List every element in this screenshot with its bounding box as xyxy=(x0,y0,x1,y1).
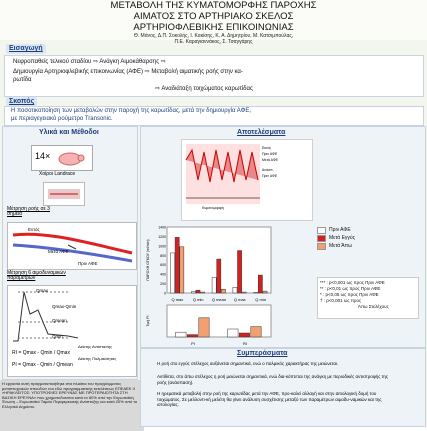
bar-0-1 xyxy=(228,329,238,337)
title-line-3: ΑΡΤΗΡΙΟΦΛΕΒΙΚΗΣ ΕΠΙΚΟΙΝΩΝΙΑΣ xyxy=(0,23,427,33)
ri-name: Δείκτης Αντίστασης xyxy=(78,344,112,349)
bar-0-1 xyxy=(191,292,195,293)
significance-box xyxy=(317,277,419,319)
wave-label-qmaxmin: Qmax-Qmin xyxy=(52,304,76,309)
surgery-figure xyxy=(43,182,85,206)
poster-header xyxy=(0,0,427,40)
sig-line-2: ** : p<0,01 ως προς Πριν ΑΦΕ xyxy=(320,286,380,291)
bar-1-3 xyxy=(237,251,241,293)
pi-formula: PI = Qmax - Qmin / Qmean xyxy=(12,362,73,368)
surgery-icon xyxy=(44,183,84,205)
legend-item-1: Πριν ΑΦΕ xyxy=(329,227,351,233)
intro-item-2-cont: ρωτίδα xyxy=(13,77,32,84)
intro-heading: Εισαγωγή xyxy=(6,44,46,54)
ri-numerator: Qmax - Qmin xyxy=(23,350,53,356)
aim-box xyxy=(4,106,424,126)
trace-label-1: Εκτός xyxy=(262,146,271,150)
methods-heading: Υλικά και Μέθοδοι xyxy=(39,129,99,136)
intro-item-3-tail: Αναδιάταξη τοιχώματος καρωτίδας xyxy=(161,86,253,92)
rabbit-label: Χοίροι Landrace xyxy=(39,171,75,177)
label-prin-afe: Πριν ΑΦΕ xyxy=(78,261,98,266)
aim-line-1: Η ποσοτικοποίηση των μεταβολών στην παροχή της καρωτίδας, μετά την δημιουργία ΑΦΕ, xyxy=(11,108,251,115)
sig-line-4: † : p<0,001 ως προς xyxy=(320,298,361,303)
pi-name: Δείκτης Παλμικότητας xyxy=(78,356,116,361)
measure-title: Μέτρηση ροής σε 3 σημεία xyxy=(7,207,57,217)
bar-1-0 xyxy=(175,237,179,293)
conclusions-panel xyxy=(140,348,426,427)
conclusion-3: Η ηρεματικά μεταβολή στην ροή της καρωτίδας μετά την ΑΦΕ, προ-καλεί αλλαγή και στην αιτιολογική δομή του τοιχώματος. Σε μελλοντι-κή μελέτη θα γίνει ανάλυση συσχέτισης μεταξύ των παραμέτρων αιμοδυ-ναμικών και της ιστολογίας. xyxy=(157,391,397,408)
aim-heading: Σκοπός xyxy=(6,97,37,107)
y-tick-label: 400 xyxy=(160,273,166,277)
trace-label-5: Πριν ΑΦΕ xyxy=(262,174,277,178)
flow-diagram xyxy=(7,222,137,270)
x-tick-label: Q mean xyxy=(212,297,226,302)
bar-0-0 xyxy=(176,332,186,337)
conclusion-1: Η ροή στο εγγύς στέλεχος αυξάνεται σημαντικά, ενώ ο παλμικός χαρακτήρας της μειώνεται. xyxy=(157,361,397,367)
y-tick-label: 800 xyxy=(160,254,166,258)
authors-line-2: Π.Ε. Καραγιαννάκος, Σ. Τσαγγάρης xyxy=(0,39,427,45)
trace-label-3: Μετά ΑΦΕ xyxy=(262,158,278,162)
label-entos: Εντός xyxy=(28,227,40,232)
bar-1-1 xyxy=(239,333,249,337)
intro-item-1-tail: Ανάγκη Αιμοκάθαρσης xyxy=(99,59,159,65)
ri-denominator: Qmax xyxy=(57,350,70,356)
label-meta-afe: Μετά ΑΦΕ xyxy=(48,249,69,254)
title-line-1: ΜΕΤΑΒΟΛΗ ΤΗΣ ΚΥΜΑΤΟΜΟΡΦΗΣ ΠΑΡΟΧΗΣ xyxy=(0,1,427,11)
waveform-icon xyxy=(8,286,136,346)
x-tick-label: Q min xyxy=(255,297,266,302)
intro-item-1 xyxy=(13,59,166,66)
wave-label-qmean: Qmean xyxy=(52,318,67,323)
intro-item-3 xyxy=(155,86,253,93)
x-tick-label: Q min xyxy=(193,297,204,302)
legend-swatch-2 xyxy=(317,235,326,242)
x-tick-label: Q max xyxy=(234,297,246,302)
bar-2-3 xyxy=(242,292,246,293)
bar-2-1 xyxy=(201,292,205,293)
conclusions-heading: Συμπεράσματα xyxy=(237,350,287,357)
results-heading: Αποτελέσματα xyxy=(237,129,285,136)
results-panel xyxy=(140,126,426,348)
intro-item-2-text: Δημιουργία Αρτηριοφλεβικής επικοινωνίας (ΑΦΕ) xyxy=(13,69,143,75)
pi-numerator: Qmax - Qmin xyxy=(22,362,52,368)
intro-item-1-text: Νεφροπαθείς τελικού σταδίου xyxy=(13,59,91,65)
bar-1-0 xyxy=(187,335,197,337)
bar-1-1 xyxy=(196,290,200,293)
x-tick-label: RI xyxy=(243,341,247,346)
title-line-2: ΑΙΜΑΤΟΣ ΣΤΟ ΑΡΤΗΡΙΑΚΟ ΣΚΕΛΟΣ xyxy=(0,12,427,22)
bar-2-4 xyxy=(263,291,267,293)
y-tick-label: 1000 xyxy=(158,244,166,248)
sig-line-5: Άπω Στελέχους xyxy=(358,304,389,309)
wave-label-qmax: Qmax xyxy=(36,288,48,293)
indices-title: Μέτρηση 6 αιμοδυναμικών παραμέτρων xyxy=(7,271,77,281)
legend-swatch-3 xyxy=(317,243,326,250)
index-bar-chart xyxy=(145,301,275,347)
y-tick-label: 1400 xyxy=(158,226,166,230)
conclusion-2: Αντίθετα, στο άπω στέλεχος η ροή μειώνεται σημαντικά, ενώ δια-κόπτεται της ανάγκη με περιοδικές αντιστροφής της ροής (ανάσπαση). xyxy=(157,374,397,385)
y-tick-label: 0 xyxy=(164,292,166,296)
pig-icon xyxy=(56,150,86,166)
bar-2-0 xyxy=(199,318,209,337)
intro-item-2-tail: Μεταβολή αιματικής ροής στην κα- xyxy=(151,69,243,75)
x-tick-label: PI xyxy=(191,341,195,346)
arrow-right-icon: ⇨ xyxy=(155,86,160,92)
intro-item-2 xyxy=(13,69,243,76)
bar-1-2 xyxy=(217,259,221,293)
arrow-right-icon: ⇨ xyxy=(161,59,166,65)
pi-label: PI = xyxy=(12,362,21,368)
sig-line-3: * : p<0,05 ως προς Πριν ΑΦΕ xyxy=(320,292,379,297)
bar-0-2 xyxy=(212,277,216,293)
y-axis-label: Τιμή PI xyxy=(146,315,150,326)
aim-line-2: με περιαγεγειακό ρούμετρο Transonic. xyxy=(11,116,113,123)
y-tick-label: 600 xyxy=(160,263,166,267)
trace-label-4: Ανάσπ. xyxy=(262,168,274,172)
pi-denominator: Qmean xyxy=(56,362,72,368)
bar-2-2 xyxy=(221,289,225,293)
x-tick-label: Q max xyxy=(172,297,184,302)
bar-0-0 xyxy=(170,253,174,293)
y-tick-label: 1200 xyxy=(158,235,166,239)
trace-legend: Κυματομορφή xyxy=(202,206,224,210)
arrow-right-icon: ⇨ xyxy=(145,69,150,75)
flow-trace-panel xyxy=(181,139,313,221)
authors-line-1: Θ. Μάνος, Δ.Π. Σοκολής, Ι. Κακίσης, Κ. Α. Δημητρίου, Μ. Κατσιμπούλας, xyxy=(0,33,427,39)
ri-formula: RI = Qmax - Qmin / Qmax xyxy=(12,350,70,356)
funding-note: Η εργασία αυτή πραγματοποιήθηκε στα πλαίσια του προγράμματος μεταπτυχιακών σπουδών του εδώ προγραμματικής εκτελέσεως ΕΠΕΑΕΚ ΙΙ «ΗΡΑΚΛΕΙΤΟΣ: ΥΠΟΤΡΟΦΙΕΣ ΕΡΕΥΝΑΣ ΜΕ ΠΡΟΤΕΡΑΙΟΤΗΤΑ ΣΤΗ ΒΑΣΙΚΗ ΕΡΕΥΝΑ» που χρηματοδοτείται κατά το 80% από την Ευρωπαϊκή Ένωση – Ευρωπαϊκό Ταμείο Περιφερειακής Ανάπτυξης και κατά 20% από το Ελληνικό Δημόσιο. xyxy=(0,380,144,431)
y-tick-label: 200 xyxy=(160,282,166,286)
arrow-right-icon: ⇨ xyxy=(93,59,98,65)
waveform-box xyxy=(7,285,137,377)
intro-box xyxy=(4,55,424,97)
legend xyxy=(317,227,407,271)
ri-label: RI = xyxy=(12,350,21,356)
sig-line-1: *** : p<0,001 ως προς Πριν ΑΦΕ xyxy=(320,280,385,285)
methods-panel xyxy=(2,126,138,380)
rabbit-count: 14× xyxy=(35,151,50,161)
legend-item-3: Μετά Άπω xyxy=(329,243,352,249)
y-axis-label: ΠΑΡΟΧΗ ΟΓΚΟΥ (ml/min) xyxy=(146,239,150,280)
bar-2-0 xyxy=(180,247,184,293)
wave-label-qmin: Qmin xyxy=(52,334,63,339)
bar-1-4 xyxy=(258,275,262,293)
trace-label-2: Πριν ΑΦΕ xyxy=(262,152,277,156)
bar-2-1 xyxy=(251,327,261,337)
legend-item-2: Μετά Εγγύς xyxy=(329,235,355,241)
rabbit-box xyxy=(31,145,93,171)
bar-0-3 xyxy=(233,287,237,293)
flow-bar-chart xyxy=(145,223,275,303)
legend-swatch-1 xyxy=(317,227,326,234)
